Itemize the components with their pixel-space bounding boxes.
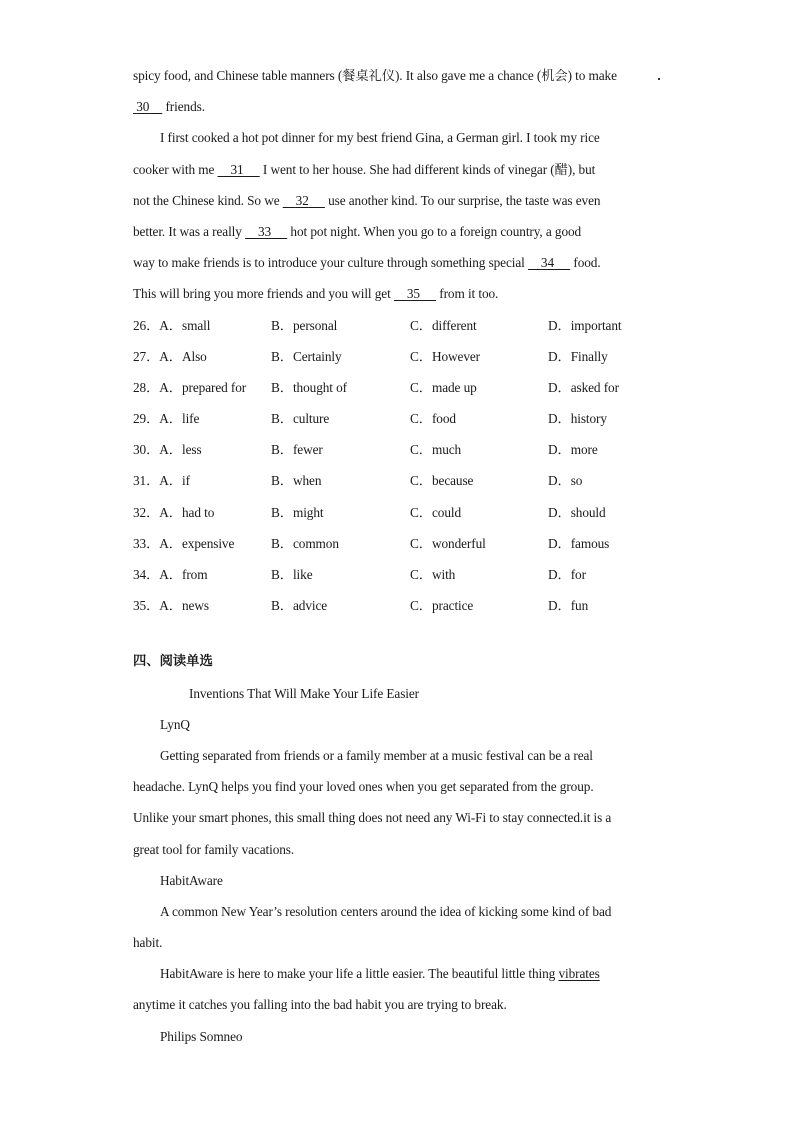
option-a: A．small xyxy=(159,317,211,333)
option-b: B．like xyxy=(271,567,313,582)
question-number: 27． xyxy=(133,348,160,364)
option-c: C．food xyxy=(410,411,456,427)
option-c: C．However xyxy=(410,348,480,364)
passage-line: Getting separated from friends or a family member at a music festival can be a real xyxy=(160,747,593,763)
option-b: B．when xyxy=(271,473,322,489)
question-row xyxy=(133,590,663,621)
item-heading-habitaware: HabitAware xyxy=(160,872,223,888)
blank-33: 33 xyxy=(257,223,272,239)
option-a: A．Also xyxy=(159,348,207,364)
blank-34: 34 xyxy=(540,255,555,271)
cloze-line: better. It was a really 33 hot pot night. When you go to a foreign country, a good xyxy=(133,216,663,247)
option-a: A．news xyxy=(159,598,209,614)
option-b: B．fewer xyxy=(271,442,323,458)
option-c: C．wonderful xyxy=(410,535,486,551)
option-c: C．could xyxy=(410,504,462,520)
cloze-line: I first cooked a hot pot dinner for my best friend Gina, a German girl. I took my rice xyxy=(160,130,600,146)
underlined-word: vibrates xyxy=(558,966,600,982)
option-d: D．famous xyxy=(548,535,610,551)
option-d: D．fun xyxy=(548,598,589,614)
cloze-line: 30 friends. xyxy=(133,91,663,122)
option-c: C．practice xyxy=(410,598,474,614)
question-number: 32． xyxy=(133,504,160,520)
option-b: B．personal xyxy=(271,317,338,333)
question-number: 35． xyxy=(133,598,160,614)
option-b: B．Certainly xyxy=(271,348,342,364)
option-a: A．from xyxy=(159,567,208,582)
option-a: A．life xyxy=(159,411,200,427)
blank-30: 30 xyxy=(136,99,150,115)
option-b: B．thought of xyxy=(271,379,347,395)
question-row xyxy=(133,310,663,341)
option-d: D．more xyxy=(548,442,598,458)
question-number: 33． xyxy=(133,535,160,551)
passage-line: great tool for family vacations. xyxy=(133,841,295,857)
question-number: 30． xyxy=(133,442,160,458)
option-d: D．should xyxy=(548,504,606,520)
option-d: D．for xyxy=(548,567,586,582)
option-b: B．common xyxy=(271,535,339,551)
option-a: A．less xyxy=(159,442,202,458)
option-b: B．advice xyxy=(271,598,328,614)
blank-35: 35 xyxy=(406,286,420,302)
option-c: C．because xyxy=(410,473,474,489)
passage-line: Unlike your smart phones, this small thing does not need any Wi-Fi to stay connected.it is a xyxy=(133,810,612,826)
question-list xyxy=(133,310,663,622)
question-row xyxy=(133,372,663,403)
cloze-line: spicy food, and Chinese table manners (餐桌礼仪). It also gave me a chance (机会) to make xyxy=(133,68,617,83)
passage-line: A common New Year’s resolution centers around the idea of kicking some kind of bad xyxy=(160,903,612,919)
option-d: D．important xyxy=(548,317,622,333)
question-row xyxy=(133,434,663,465)
option-d: D．so xyxy=(548,473,583,489)
cloze-line: This will bring you more friends and you will get 35 from it too. xyxy=(133,278,663,309)
option-c: C．with xyxy=(410,567,456,582)
question-row xyxy=(133,559,663,590)
question-row xyxy=(133,403,663,434)
question-number: 26． xyxy=(133,317,160,333)
blank-32: 32 xyxy=(295,192,309,208)
exam-page xyxy=(133,60,663,1052)
question-number: 31． xyxy=(133,473,160,489)
passage-title: Inventions That Will Make Your Life Easier xyxy=(189,685,420,701)
cloze-line: way to make friends is to introduce your culture through something special 34 food. xyxy=(133,247,663,278)
cloze-line: not the Chinese kind. So we 32 use another kind. To our surprise, the taste was even xyxy=(133,185,663,216)
option-a: A．if xyxy=(159,473,190,489)
item-heading-lynq: LynQ xyxy=(160,716,190,732)
option-b: B．culture xyxy=(271,411,330,427)
passage-line: anytime it catches you falling into the bad habit you are trying to break. xyxy=(133,997,507,1013)
question-row xyxy=(133,497,663,528)
passage-line: habit. xyxy=(133,935,163,951)
passage-line: headache. LynQ helps you find your loved ones when you get separated from the group. xyxy=(133,779,594,795)
option-b: B．might xyxy=(271,504,324,520)
blank-31: 31 xyxy=(230,161,244,177)
question-row xyxy=(133,341,663,372)
cloze-line: cooker with me 31 I went to her house. She had different kinds of vinegar (醋), but xyxy=(133,154,663,185)
question-row xyxy=(133,465,663,496)
question-number: 28． xyxy=(133,379,160,395)
question-row xyxy=(133,528,663,559)
option-a: A．prepared for xyxy=(159,379,247,395)
option-d: D．history xyxy=(548,411,607,427)
option-a: A．expensive xyxy=(159,535,235,551)
item-heading-philips: Philips Somneo xyxy=(160,1028,243,1044)
option-d: D．asked for xyxy=(548,379,619,395)
option-a: A．had to xyxy=(159,504,215,520)
option-c: C．different xyxy=(410,317,477,333)
passage-line: HabitAware is here to make your life a little easier. The beautiful little thing vibrates xyxy=(160,966,600,982)
option-d: D．Finally xyxy=(548,348,608,364)
section-heading: 四、阅读单选 xyxy=(133,654,213,670)
option-c: C．much xyxy=(410,442,462,458)
question-number: 34． xyxy=(133,567,160,582)
question-number: 29． xyxy=(133,411,160,427)
option-c: C．made up xyxy=(410,379,477,395)
